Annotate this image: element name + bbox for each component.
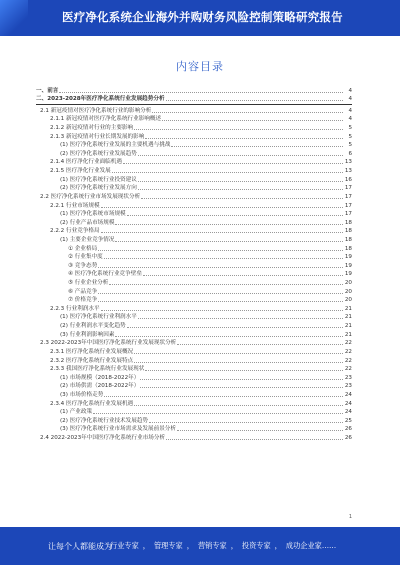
toc-dot-leader (101, 207, 343, 208)
toc-entry[interactable] (36, 287, 352, 296)
toc-entry-title: (1) 医疗净化系统市场规模 (60, 211, 126, 218)
toc-entry[interactable] (36, 365, 352, 374)
toc-entry-page: 20 (344, 297, 352, 304)
toc-entry-page: 19 (344, 271, 352, 278)
toc-dot-leader (134, 129, 343, 130)
toc-entry-page: 17 (344, 211, 352, 218)
toc-entry[interactable] (36, 278, 352, 287)
toc-dot-leader (138, 318, 343, 319)
toc-dot-leader (127, 327, 343, 328)
toc-dot-leader (115, 224, 343, 225)
toc-entry-page: 26 (344, 426, 352, 433)
toc-entry-title: (2) 医疗净化系统行业发展趋势 (60, 150, 137, 157)
toc-dot-leader (127, 215, 343, 216)
toc-entry[interactable] (36, 235, 352, 244)
toc-entry-title: 2.4 2022-2023年中国医疗净化系统行业市场分析 (40, 434, 166, 441)
toc-entry-title: 2.1.5 医疗净化行业发展 (50, 168, 111, 175)
toc-dot-leader (140, 379, 343, 380)
toc-entry-title: 2.3.4 医疗净化系统行业发展机遇 (50, 400, 134, 407)
toc-entry-page: 18 (344, 219, 352, 226)
toc-dot-leader (104, 258, 343, 259)
toc-entry-page: 20 (344, 280, 352, 287)
toc-entry-title: (1) 产业政策 (60, 409, 93, 416)
toc-entry-page: 21 (344, 305, 352, 312)
toc-entry-title: (2) 行业产品市场规模 (60, 219, 115, 226)
toc-dot-leader (109, 284, 343, 285)
toc-entry[interactable] (36, 356, 352, 365)
toc-heading: 内容目录 (176, 60, 224, 73)
toc-entry[interactable] (36, 339, 352, 348)
toc-entry-title: 2.3.2 医疗净化系统行业发展特点 (50, 357, 134, 364)
toc-dot-leader (104, 396, 343, 397)
toc-dot-leader (171, 146, 343, 147)
toc-entry[interactable] (36, 390, 352, 399)
toc-dot-leader (162, 120, 343, 121)
toc-entry[interactable] (36, 373, 352, 382)
footer-roles (110, 541, 336, 551)
toc-entry-title: 二、2023-2028年医疗净化系统行业发展趋势分析 (36, 96, 165, 103)
footer-slogan: 让每个人都能成为 (48, 542, 112, 551)
toc-entry-page: 22 (344, 340, 352, 347)
toc-entry-page: 17 (344, 185, 352, 192)
toc-entry-page: 4 (348, 87, 352, 94)
page-number: 1 (348, 514, 352, 520)
footer-separator: ， (142, 541, 150, 550)
toc-entry-title: 2.3.1 医疗净化系统行业发展概况 (50, 348, 134, 355)
toc-dot-leader (141, 198, 343, 199)
toc-dot-leader (166, 439, 343, 440)
toc-entry-title: (1) 主要企业竞争情况 (60, 236, 115, 243)
toc-dot-leader (149, 422, 343, 423)
toc-entry-title: 2.2.3 行业利润水平 (50, 305, 100, 312)
toc-entry-page: 21 (344, 323, 352, 330)
toc-entry-page: 22 (344, 357, 352, 364)
toc-entry-title: (1) 医疗净化系统行业利润水平 (60, 314, 137, 321)
toc-entry[interactable] (36, 123, 352, 132)
toc-entry-title: 2.2.1 行业市场规模 (50, 202, 100, 209)
toc-entry[interactable] (36, 382, 352, 391)
report-header (0, 0, 400, 36)
toc-entry-page: 4 (348, 116, 352, 123)
toc-entry[interactable] (36, 166, 352, 175)
toc-entry-page: 4 (348, 96, 352, 103)
toc-entry-page: 21 (344, 314, 352, 321)
toc-entry[interactable] (36, 416, 352, 425)
toc-dot-leader (145, 370, 343, 371)
toc-dot-leader (140, 387, 343, 388)
toc-entry-page: 22 (344, 366, 352, 373)
toc-entry-title: 2.3.3 我国医疗净化系统行业发展现状 (50, 366, 145, 373)
toc-entry[interactable] (36, 158, 352, 167)
toc-entry-page: 18 (344, 245, 352, 252)
toc-entry[interactable] (36, 330, 352, 339)
toc-entry[interactable] (36, 192, 352, 201)
toc-entry-page: 24 (344, 409, 352, 416)
toc-entry-page: 21 (344, 331, 352, 338)
toc-entry-page: 25 (344, 417, 352, 424)
toc-entry-page: 17 (344, 202, 352, 209)
toc-entry[interactable] (36, 399, 352, 408)
toc-entry-title: 2.1.4 医疗净化行业面临机遇 (50, 159, 122, 166)
report-title: 医疗净化系统企业海外并购财务风险控制策略研究报告 (62, 10, 343, 24)
toc-entry[interactable] (36, 227, 352, 236)
toc-entry[interactable] (36, 115, 352, 124)
toc-dot-leader (59, 92, 343, 93)
toc-entry-page: 4 (348, 107, 352, 114)
toc-entry-page: 13 (344, 168, 352, 175)
footer-role-item: 营销专家 (197, 541, 227, 550)
toc-dot-leader (98, 293, 343, 294)
toc-entry[interactable] (36, 175, 352, 184)
toc-entry[interactable] (36, 261, 352, 270)
toc-entry-page: 17 (344, 193, 352, 200)
toc-entry-title: ⑦ 价格竞争 (68, 297, 98, 304)
toc-entry-page: 16 (344, 176, 352, 183)
toc-entry-title: ④ 医疗净化系统行业竞争壁垒 (68, 271, 142, 278)
toc-entry-title: (3) 行业利润影响因素 (60, 331, 115, 338)
toc-entry-page: 22 (344, 348, 352, 355)
footer-role-item: 管理专家 (153, 541, 183, 550)
toc-dot-leader (138, 189, 343, 190)
footer-role-item: 成功企业家…… (285, 541, 337, 550)
toc-entry[interactable] (36, 296, 352, 305)
toc-entry-title: ⑤ 行业企业分析 (68, 280, 109, 287)
toc-entry[interactable] (36, 425, 352, 434)
toc-dot-leader (177, 344, 343, 345)
toc-entry[interactable] (36, 304, 352, 313)
footer-role-item: 投资专家 (241, 541, 271, 550)
toc-entry[interactable] (36, 149, 352, 158)
toc-dot-leader (93, 413, 343, 414)
toc-entry-title: (1) 医疗净化系统行业投资建议 (60, 176, 137, 183)
toc-entry-title: (3) 市场价格走势 (60, 391, 104, 398)
toc-dot-leader (152, 112, 343, 113)
toc-entry-page: 23 (344, 383, 352, 390)
toc-entry-title: (2) 医疗净化系统行业发展方向 (60, 185, 137, 192)
toc-entry-page: 5 (348, 142, 352, 149)
toc-entry-title: ① 企业格局 (68, 245, 98, 252)
toc-entry-page: 6 (348, 150, 352, 157)
header-accent-stripe (0, 0, 28, 36)
toc-dot-leader (115, 336, 343, 337)
toc-entry[interactable] (36, 210, 352, 219)
toc-entry[interactable] (36, 313, 352, 322)
toc-entry-title: (2) 医疗净化系统行业技术发展趋势 (60, 417, 149, 424)
toc-entry-page: 24 (344, 400, 352, 407)
toc-dot-leader (145, 138, 343, 139)
toc-dot-leader (138, 155, 343, 156)
toc-entry[interactable] (36, 408, 352, 417)
toc-entry-page: 5 (348, 125, 352, 132)
toc-entry-page: 13 (344, 159, 352, 166)
toc-entry-title: 2.1 新冠疫情对医疗净化系统行业的影响分析 (40, 107, 152, 114)
toc-entry[interactable] (36, 270, 352, 279)
toc-entry-title: ⑥ 产品竞争 (68, 288, 98, 295)
toc-entry-title: 一、前言 (36, 87, 59, 94)
toc-entry-title: 2.2.2 行业竞争格局 (50, 228, 100, 235)
toc-dot-leader (134, 362, 343, 363)
toc-entry-page: 23 (344, 374, 352, 381)
toc-entry[interactable] (36, 106, 352, 115)
toc-entry-page: 19 (344, 254, 352, 261)
report-footer (0, 527, 400, 565)
toc-entry[interactable] (36, 86, 352, 95)
toc-entry[interactable] (36, 244, 352, 253)
toc-entry-title: 2.3 2022-2023年中国医疗净化系统行业发展现状分析 (40, 340, 177, 347)
toc-dot-leader (177, 430, 343, 431)
toc-entry-title: (1) 市场规模（2018-2022年） (60, 374, 140, 381)
footer-separator: ， (230, 541, 238, 550)
toc-dot-leader (101, 232, 343, 233)
toc-dot-leader (98, 267, 343, 268)
table-of-contents (36, 86, 352, 442)
toc-entry-title: 2.1.1 新冠疫情对医疗净化系统行业影响概述 (50, 116, 162, 123)
toc-entry-page: 18 (344, 236, 352, 243)
toc-dot-leader (98, 301, 343, 302)
footer-role-item: 行业专家 (110, 541, 139, 550)
toc-entry-title: 2.1.3 新冠疫情对行业长期发展的影响 (50, 133, 145, 140)
toc-entry[interactable] (36, 132, 352, 141)
toc-entry-title: ③ 竞争态势 (68, 262, 98, 269)
toc-entry[interactable] (36, 95, 352, 104)
toc-dot-leader (166, 100, 343, 101)
toc-dot-leader (112, 172, 343, 173)
toc-dot-leader (134, 405, 343, 406)
toc-entry[interactable] (36, 253, 352, 262)
toc-dot-leader (134, 353, 343, 354)
toc-entry[interactable] (36, 433, 352, 442)
toc-entry-title: 2.1.2 新冠疫情对行业的主要影响 (50, 125, 134, 132)
toc-entry-title: (3) 医疗净化系统行业市场需求及发展前景分析 (60, 426, 176, 433)
toc-entry[interactable] (36, 347, 352, 356)
toc-entry-title: 2.2 医疗净化系统行业市场发展现状分析 (40, 193, 141, 200)
toc-entry[interactable] (36, 321, 352, 330)
toc-entry-page: 20 (344, 288, 352, 295)
toc-entry[interactable] (36, 218, 352, 227)
toc-dot-leader (115, 241, 343, 242)
toc-entry-title: ② 行业集中度 (68, 254, 103, 261)
toc-dot-leader (143, 275, 343, 276)
toc-dot-leader (98, 250, 343, 251)
toc-entry-title: (2) 行业利润水平变化趋势 (60, 323, 126, 330)
toc-entry-page: 5 (348, 133, 352, 140)
toc-entry[interactable] (36, 184, 352, 193)
toc-entry-title: (2) 市场供需（2018-2022年） (60, 383, 140, 390)
toc-dot-leader (138, 181, 343, 182)
footer-separator: ， (186, 541, 194, 550)
toc-entry-title: (1) 医疗净化系统行业发展的主要机遇与挑战 (60, 142, 171, 149)
toc-entry-page: 18 (344, 228, 352, 235)
footer-separator: ， (274, 541, 282, 550)
toc-dot-leader (123, 163, 343, 164)
toc-dot-leader (101, 310, 343, 311)
toc-entry-page: 26 (344, 434, 352, 441)
toc-divider (36, 104, 352, 105)
toc-entry-page: 19 (344, 262, 352, 269)
toc-entry[interactable] (36, 201, 352, 210)
toc-entry-page: 24 (344, 391, 352, 398)
toc-entry[interactable] (36, 141, 352, 150)
